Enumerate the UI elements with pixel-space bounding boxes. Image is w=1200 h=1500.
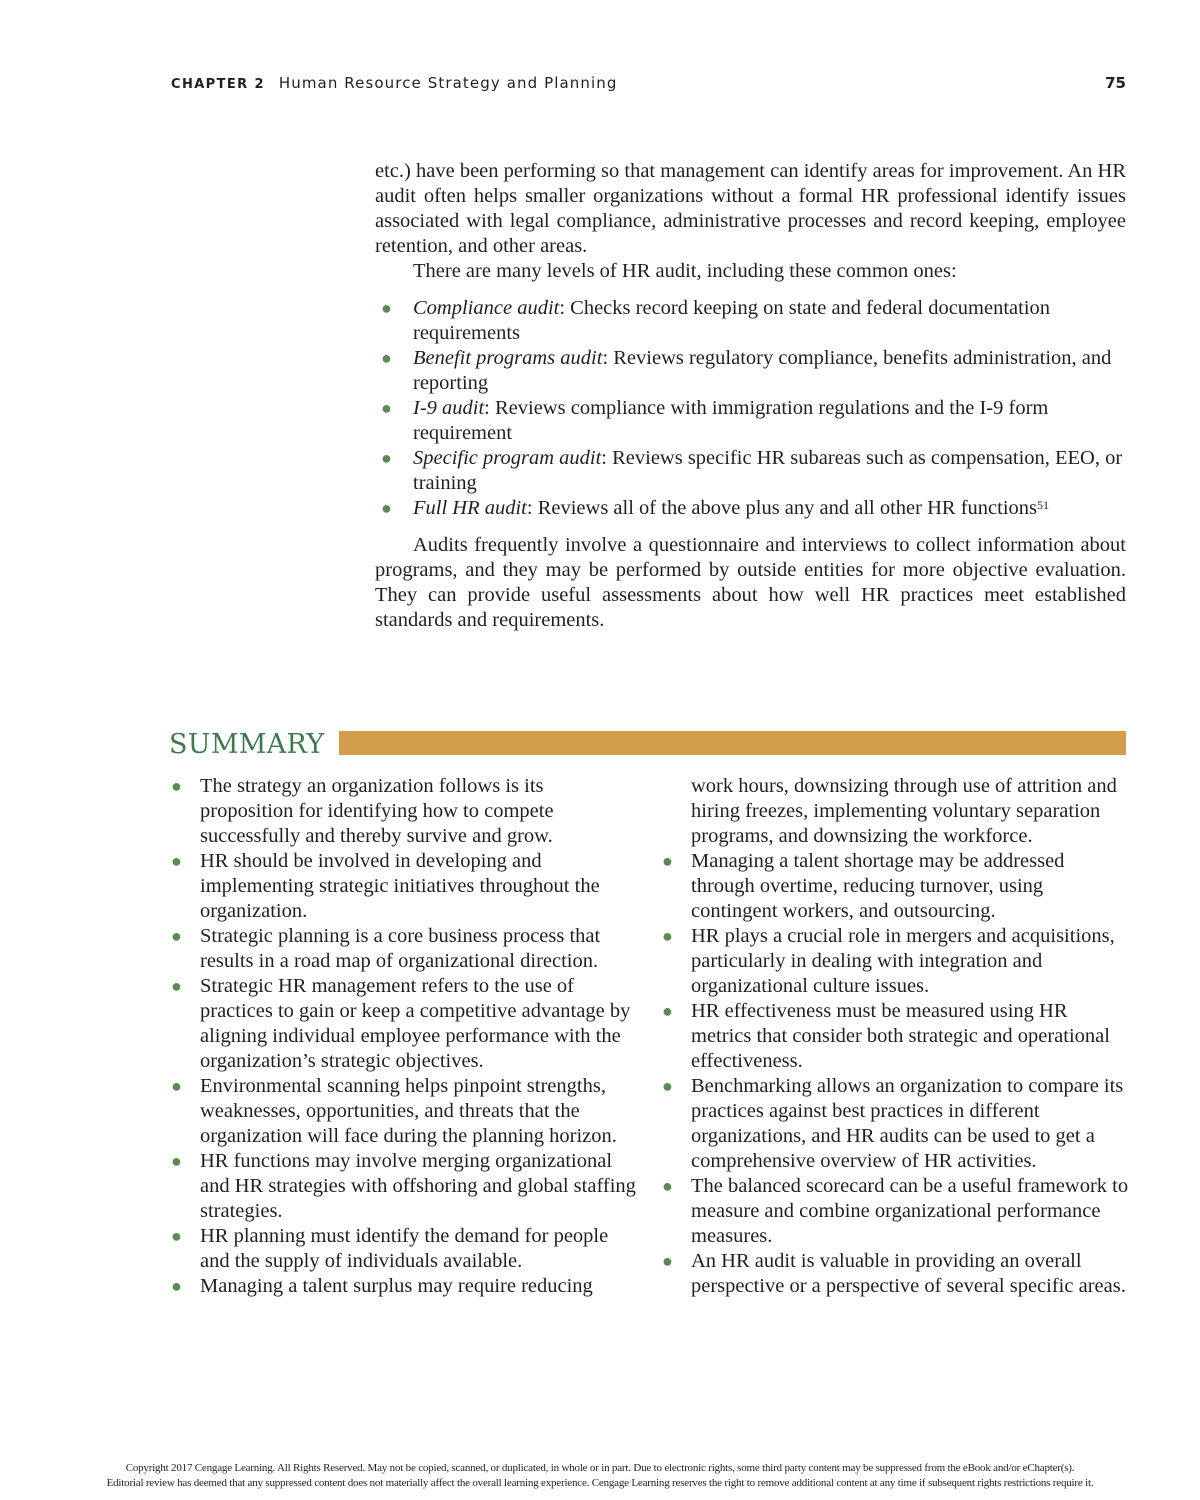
bullet-icon: ● — [171, 851, 182, 871]
audit-desc: : Reviews compliance with immigration regulations and the I-9 form requirement — [413, 397, 1049, 444]
audit-levels-list — [375, 296, 1126, 521]
paragraph: etc.) have been performing so that management can identify areas for improvement. An HR audit often helps smaller organizations without a formal HR professional identify issues associated with legal compliance, administrative processes and record keeping, employee retention, and other areas. — [375, 160, 1126, 257]
bullet-icon: ● — [662, 1001, 673, 1021]
bullet-icon: ● — [662, 1076, 673, 1096]
bullet-icon: ● — [171, 926, 182, 946]
footer-line: Copyright 2017 Cengage Learning. All Rights Reserved. May not be copied, scanned, or duplicated, in whole or in part. Due to electronic rights, some third party content may be suppressed from the eBook and/or eChapter(s). — [125, 1462, 1075, 1474]
summary-rule — [339, 731, 1126, 755]
summary-item: ● Managing a talent shortage may be addressed through overtime, reducing turnover, using contingent workers, and outsourcing. — [662, 850, 1065, 922]
bullet-icon: ● — [662, 851, 673, 871]
summary-item: ● Benchmarking allows an organization to compare its practices against best practices in different organizations, and HR audits can be used to get a comprehensive overview of HR activities. — [662, 1075, 1124, 1172]
list-item — [375, 296, 1126, 346]
bullet-icon: ● — [662, 926, 673, 946]
summary-item: ● HR should be involved in developing and implementing strategic initiatives throughout the organization. — [171, 850, 600, 922]
page-number: 75 — [1105, 74, 1126, 92]
audit-term: I-9 audit — [413, 397, 485, 419]
copyright-footer — [0, 1461, 1200, 1491]
audit-term: Specific program audit — [413, 447, 602, 469]
audit-desc: : Reviews all of the above plus any and all other HR functions — [526, 497, 1037, 519]
summary-item: ● Environmental scanning helps pinpoint strengths, weaknesses, opportunities, and threats that the organization will face during the planning horizon. — [171, 1075, 617, 1147]
bullet-icon: ● — [171, 1151, 182, 1171]
bullet-icon: ● — [171, 976, 182, 996]
footnote-ref[interactable]: 51 — [1037, 498, 1049, 512]
summary-item: ● HR plays a crucial role in mergers and acquisitions, particularly in dealing with integration and organizational culture issues. — [662, 925, 1115, 997]
running-head — [171, 74, 1126, 96]
list-item — [375, 346, 1126, 396]
summary-title: SUMMARY — [169, 729, 325, 760]
body-text — [375, 159, 1126, 633]
footer-line: Editorial review has deemed that any suppressed content does not materially affect the overall learning experience. Cengage Learning reserves the right to remove additional content at any time if subsequent rights restrictions require it. — [106, 1477, 1094, 1489]
chapter-title: Human Resource Strategy and Planning — [278, 74, 618, 92]
bullet-icon: ● — [171, 1276, 182, 1296]
summary-item: ● Strategic planning is a core business process that results in a road map of organizational direction. — [171, 925, 601, 972]
audit-desc: : Reviews specific HR subareas such as compensation, EEO, or training — [413, 447, 1123, 494]
summary-item: ● HR planning must identify the demand for people and the supply of individuals available. — [171, 1225, 609, 1272]
summary-item: ● Managing a talent surplus may require reducing — [171, 1275, 593, 1297]
chapter-label: CHAPTER 2 — [171, 77, 265, 92]
bullet-icon: ● — [171, 1076, 182, 1096]
bullet-icon: ● — [381, 498, 392, 518]
bullet-icon: ● — [662, 1176, 673, 1196]
summary-right-column — [660, 774, 1130, 1299]
summary-item: ● HR effectiveness must be measured using HR metrics that consider both strategic and operational effectiveness. — [662, 1000, 1110, 1072]
bullet-icon: ● — [171, 776, 182, 796]
summary-item-continuation: work hours, downsizing through use of attrition and hiring freezes, implementing voluntary separation programs, and downsizing the workforce. — [691, 775, 1117, 847]
audit-term: Full HR audit — [413, 497, 527, 519]
summary-item: ● The balanced scorecard can be a useful framework to measure and combine organizational performance measures. — [662, 1175, 1129, 1247]
paragraph: Audits frequently involve a questionnaire and interviews to collect information about programs, and they may be performed by outside entities for more objective evaluation. They can provide useful assessments about how well HR practices meet established standards and requirements. — [375, 534, 1126, 631]
bullet-icon: ● — [381, 348, 392, 368]
audit-desc: : Reviews regulatory compliance, benefits administration, and reporting — [413, 347, 1112, 394]
audit-term: Benefit programs audit — [413, 347, 603, 369]
audit-term: Compliance audit — [413, 297, 560, 319]
list-item — [375, 496, 1126, 521]
bullet-icon: ● — [171, 1226, 182, 1246]
bullet-icon: ● — [381, 448, 392, 468]
audit-desc: : Checks record keeping on state and federal documentation requirements — [413, 297, 1051, 344]
summary-left-column — [169, 774, 639, 1299]
summary-item: ● Strategic HR management refers to the use of practices to gain or keep a competitive advantage by aligning individual employee performance with the organization’s strategic objectives. — [171, 975, 631, 1072]
list-item — [375, 396, 1126, 446]
bullet-icon: ● — [662, 1251, 673, 1271]
bullet-icon: ● — [381, 298, 392, 318]
paragraph: There are many levels of HR audit, including these common ones: — [413, 260, 957, 282]
bullet-icon: ● — [381, 398, 392, 418]
summary-item: ● The strategy an organization follows is its proposition for identifying how to compete successfully and thereby survive and grow. — [171, 775, 554, 847]
summary-item: ● HR functions may involve merging organizational and HR strategies with offshoring and global staffing strategies. — [171, 1150, 636, 1222]
summary-item: ● An HR audit is valuable in providing an overall perspective or a perspective of several specific areas. — [662, 1250, 1126, 1297]
summary-heading — [169, 728, 1126, 762]
list-item — [375, 446, 1126, 496]
